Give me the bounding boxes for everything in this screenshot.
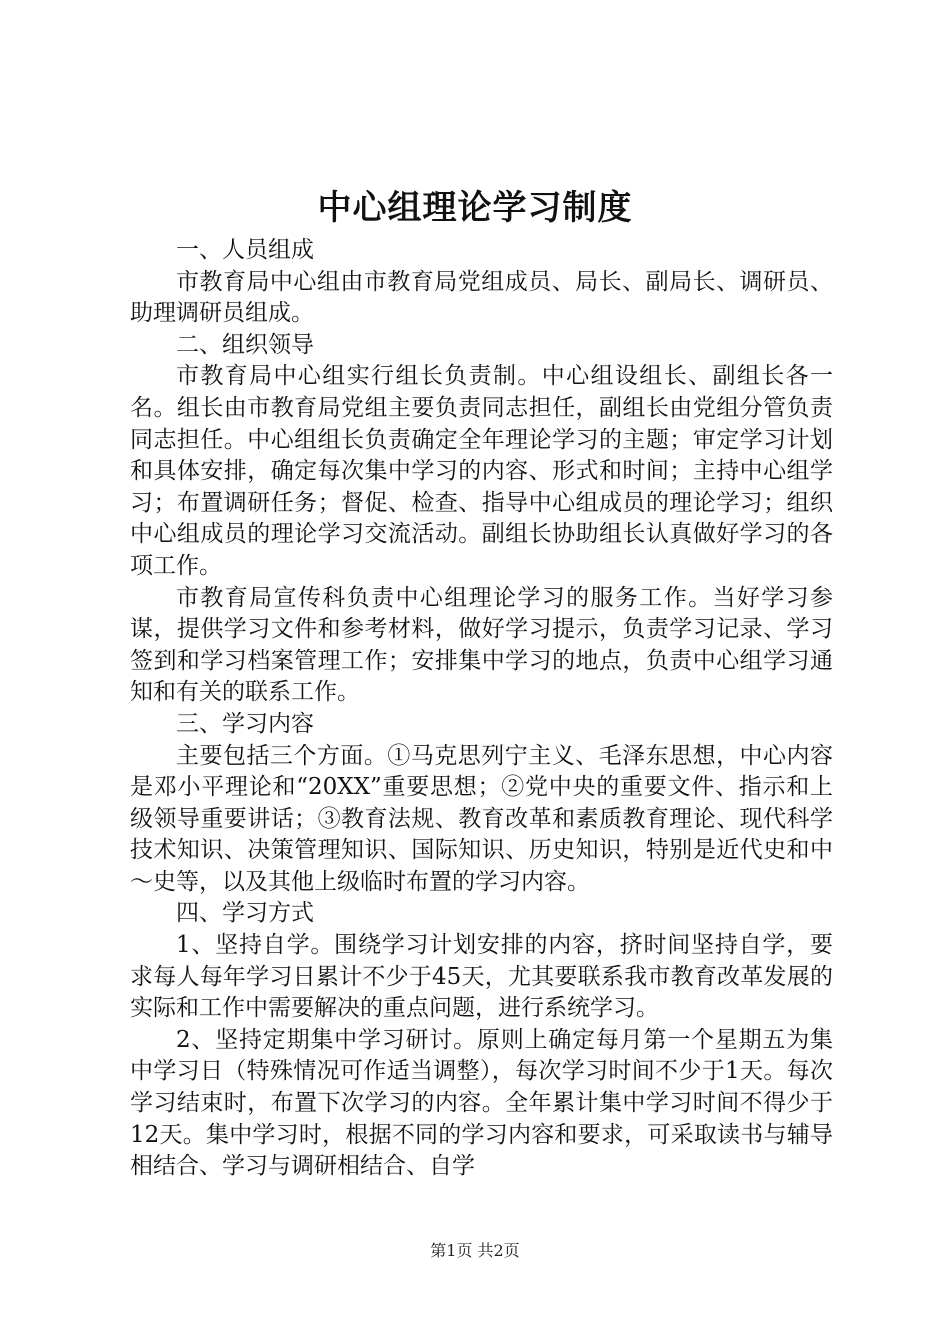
section-heading-personnel: 一、人员组成 xyxy=(176,237,314,263)
document-title: 中心组理论学习制度 xyxy=(317,188,633,228)
document-body xyxy=(130,235,833,1183)
paragraph-group-study: 2、坚持定期集中学习研讨。原则上确定每月第一个星期五为集中学习日（特殊情况可作适当调整），每次学习时间不少于1天。每次学习结束时，布置下次学习的内容。全年累计集中学习时间不得少于12天。集中学习时，根据不同的学习内容和要求，可采取读书与辅导相结合、学习与调研相结合、自学 xyxy=(130,1026,833,1180)
paragraph-self-study: 1、坚持自学。围绕学习计划安排的内容，挤时间坚持自学，要求每人每年学习日累计不少于45天，尤其要联系我市教育改革发展的实际和工作中需要解决的重点问题，进行系统学习。 xyxy=(130,932,833,1022)
page-number-footer: 第1页 共2页 xyxy=(430,1241,520,1260)
paragraph-personnel: 市教育局中心组由市教育局党组成员、局长、副局长、调研员、助理调研员组成。 xyxy=(130,268,833,327)
paragraph-content: 主要包括三个方面。①马克思列宁主义、毛泽东思想，中心内容是邓小平理论和“20XX”重要思想；②党中央的重要文件、指示和上级领导重要讲话；③教育法规、教育改革和素质教育理论、现代科学技术知识、决策管理知识、国际知识、历史知识，特别是近代史和中～史等，以及其他上级临时布置的学习内容。 xyxy=(130,742,833,895)
section-heading-methods: 四、学习方式 xyxy=(176,900,314,927)
section-heading-leadership: 二、组织领导 xyxy=(176,331,314,358)
paragraph-leadership: 市教育局中心组实行组长负责制。中心组设组长、副组长各一名。组长由市教育局党组主要负责同志担任，副组长由党组分管负责同志担任。中心组组长负责确定全年理论学习的主题；审定学习计划和具体安排，确定每次集中学习的内容、形式和时间；主持中心组学习；布置调研任务；督促、检查、指导中心组成员的理论学习；组织中心组成员的理论学习交流活动。副组长协助组长认真做好学习的各项工作。 xyxy=(130,363,833,579)
section-heading-content: 三、学习内容 xyxy=(176,710,314,737)
paragraph-publicity-service: 市教育局宣传科负责中心组理论学习的服务工作。当好学习参谋，提供学习文件和参考材料，做好学习提示，负责学习记录、学习签到和学习档案管理工作；安排集中学习的地点，负责中心组学习通知和有关的联系工作。 xyxy=(130,584,833,706)
